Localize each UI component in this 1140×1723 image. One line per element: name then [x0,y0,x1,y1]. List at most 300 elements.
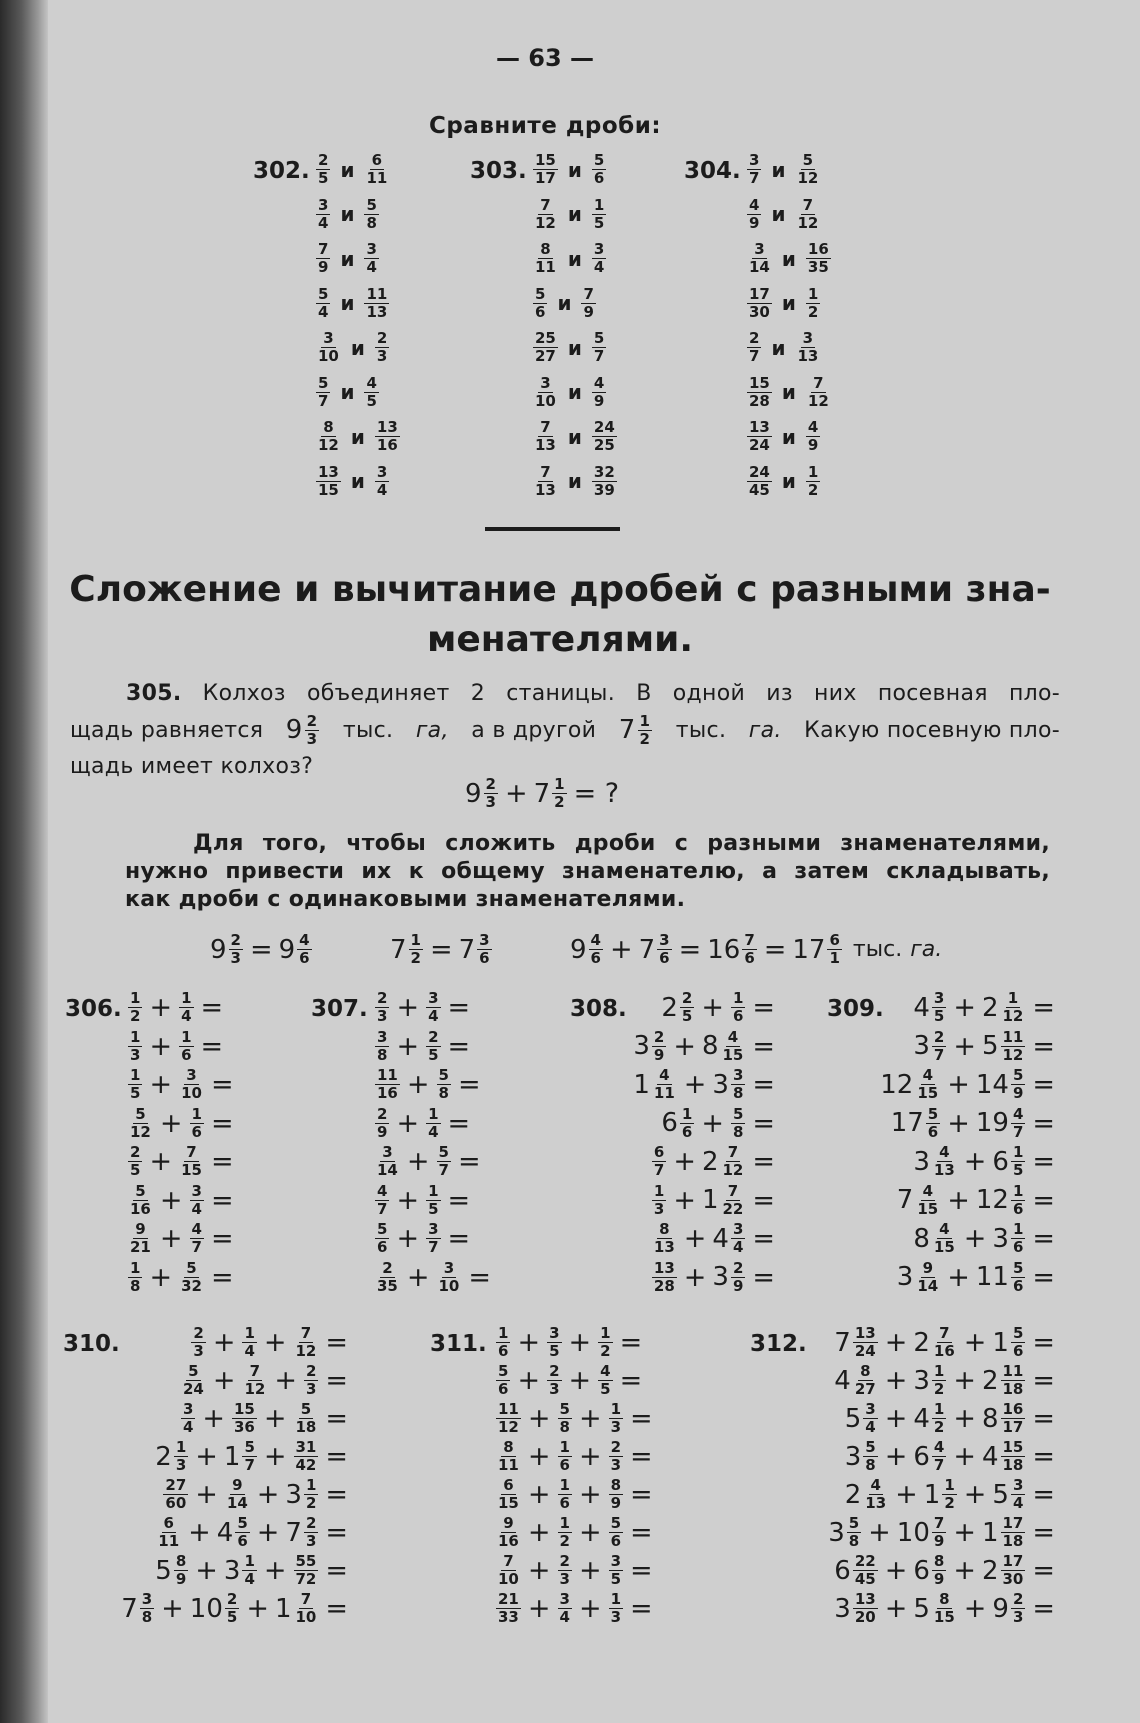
numerator: 1 [410,931,421,949]
plus-sign: + [947,1107,970,1139]
mixed-number [436,1067,452,1102]
numerator: 1 [130,1027,141,1046]
denominator: 8 [732,1084,744,1102]
mixed-number [619,713,654,748]
equals-sign: = [630,1555,653,1586]
mixed-number [702,1183,746,1218]
denominator: 3 [549,1380,560,1398]
numerator: 7 [939,1324,950,1342]
compare-row [532,197,607,232]
numerator: 3 [479,931,490,949]
fraction [190,1106,204,1141]
mixed-number [702,1144,746,1179]
numerator: 13 [376,418,398,436]
mixed-number [834,1363,878,1398]
compare-row [746,286,821,321]
mixed-number [127,1260,143,1295]
fraction [179,1029,193,1064]
denominator: 8 [377,1045,388,1064]
fraction [128,1067,142,1102]
fraction [1011,1260,1025,1295]
denominator: 5 [428,1045,439,1064]
numerator: 27 [165,1476,187,1494]
fraction [932,990,946,1025]
plus-sign: + [884,1555,908,1586]
numerator: 3 [428,989,439,1007]
fraction [426,1106,440,1141]
denominator: 4 [559,1608,570,1626]
numerator: 2 [130,1143,141,1161]
numerator: 5 [377,1220,388,1238]
fraction [533,375,558,410]
numerator: 4 [590,931,601,949]
expression-row [800,1325,1055,1360]
numerator: 2 [382,1258,393,1277]
compare-row [315,330,390,365]
denominator: 7 [428,1238,439,1256]
fraction [915,1260,940,1295]
denominator: 7 [749,169,760,187]
fraction [592,152,606,187]
numerator: 3 [754,240,765,258]
fraction [638,713,653,748]
fraction [533,419,558,454]
mixed-number [712,1067,746,1102]
denominator: 20 [854,1608,876,1626]
denominator: 7 [318,391,329,410]
expression-row [127,1221,234,1256]
denominator: 18 [1002,1380,1024,1398]
fraction [242,1325,256,1360]
compare-row [746,464,821,499]
denominator: 12 [498,1418,519,1436]
equals-question: = ? [573,778,620,809]
denominator: 6 [1012,1238,1024,1256]
expression-row [374,1106,470,1141]
word-and: и [350,424,365,449]
denominator: 35 [377,1276,398,1295]
fraction [932,1325,957,1360]
numerator: 5 [865,1438,876,1456]
denominator: 10 [438,1276,460,1295]
mixed-number [190,1325,206,1360]
numerator: 1 [559,1514,570,1532]
mixed-number [992,1477,1026,1512]
mixed-number [425,990,441,1025]
whole-part: 16 [707,934,741,965]
equals-sign: = [325,1365,348,1396]
numerator: 8 [939,1590,950,1608]
numerator: 15 [749,373,770,392]
denominator: 3 [653,1199,665,1218]
fraction [533,241,558,276]
equals-sign: = [1032,1327,1055,1358]
numerator: 4 [922,1181,933,1200]
mixed-number [702,1029,746,1064]
expression-row [800,1439,1055,1474]
mixed-number [834,1553,878,1588]
mixed-number [792,932,843,967]
plus-sign: + [396,1223,420,1254]
plus-sign: + [578,1403,602,1434]
text-segment: Какую посевную пло- [804,717,1060,743]
numerator: 5 [593,329,605,347]
mixed-number [374,1183,390,1218]
denominator: 5 [318,169,329,187]
mixed-number [374,1106,390,1141]
denominator: 12 [797,169,819,187]
denominator: 3 [376,347,388,365]
plus-sign: + [527,1441,551,1472]
denominator: 16 [933,1342,955,1360]
numerator: 5 [438,1066,449,1084]
numerator: 3 [428,1220,439,1238]
fraction [747,330,761,365]
numerator: 4 [807,418,819,436]
fraction [375,1106,389,1141]
fraction [174,1553,188,1588]
fraction [598,1325,612,1360]
whole-part: 9 [278,934,296,965]
numerator: 15 [1002,1438,1024,1456]
whole-part: 3 [992,1223,1009,1254]
plus-sign: + [963,1327,987,1358]
denominator: 36 [234,1418,255,1436]
mixed-number [976,1260,1027,1295]
equals-sign: = [1032,1146,1055,1177]
whole-part: 3 [633,1031,650,1061]
numerator: 3 [933,989,945,1007]
numerator: 4 [366,373,377,392]
whole-part: 2 [981,992,999,1023]
fraction [364,152,389,187]
denominator: 6 [593,169,605,187]
mixed-number [597,1363,613,1398]
fraction [592,241,606,276]
numerator: 1 [130,989,141,1007]
text-segment: тыс. [675,717,727,743]
numerator: 1 [130,1258,141,1277]
mixed-number [495,1591,522,1626]
numerator: 4 [377,1181,388,1200]
numerator: 7 [503,1552,514,1570]
whole-part: 8 [913,1223,930,1254]
whole-part: 5 [992,1479,1009,1510]
denominator: 8 [130,1276,141,1295]
numerator: 16 [807,240,829,258]
plus-sign: + [884,1327,908,1358]
mixed-number [608,1439,624,1474]
fraction [190,1183,204,1218]
equals-sign: = [1032,1069,1055,1100]
denominator: 7 [933,1045,945,1064]
mixed-number [495,1401,522,1436]
fraction [128,1029,142,1064]
denominator: 9 [583,302,594,321]
fraction [191,1325,205,1360]
fraction [375,464,389,499]
denominator: 12 [318,436,339,454]
equals-sign: = [1032,992,1055,1023]
fraction [375,1183,389,1218]
numerator: 17 [1002,1514,1024,1532]
mixed-number [425,1221,441,1256]
denominator: 5 [1012,1161,1024,1179]
denominator: 21 [130,1238,151,1256]
equals-sign: = [210,1223,234,1254]
fraction [652,1144,666,1179]
fraction [1001,1515,1026,1550]
denominator: 3 [610,1456,621,1474]
problem-305-line-2 [70,711,1060,749]
mixed-number [608,1553,624,1588]
expression-row [495,1401,653,1436]
numerator: 2 [376,329,388,347]
mixed-number [633,1067,677,1102]
word-and: и [567,246,582,271]
denominator: 9 [593,391,605,410]
expression-row [100,1363,348,1398]
numerator: 25 [535,329,556,347]
exercise-label: 309. [827,996,884,1022]
denominator: 10 [295,1608,317,1626]
whole-part: 7 [121,1593,138,1624]
denominator: 9 [175,1570,187,1588]
denominator: 13 [865,1494,887,1512]
plus-sign: + [212,1365,236,1396]
numerator: 3 [376,462,388,481]
expression-row [495,1515,653,1550]
equals-sign: = [752,1261,775,1293]
denominator: 4 [593,258,605,276]
denominator: 4 [366,258,377,276]
numerator: 11 [1002,1362,1024,1380]
whole-part: 9 [465,778,482,809]
numerator: 1 [554,775,565,793]
equals-sign: = [1032,1517,1055,1548]
plus-sign: + [947,1261,970,1293]
plus-sign: + [895,1479,918,1510]
plus-sign: + [263,1441,287,1472]
denominator: 12 [1002,1007,1024,1025]
mixed-number [241,1363,268,1398]
whole-part: 12 [880,1069,914,1100]
expression-row [600,1183,775,1218]
denominator: 5 [933,1007,945,1025]
denominator: 16 [377,1084,398,1102]
fraction [558,1591,572,1626]
whole-part: 7 [458,934,476,965]
whole-part: 6 [661,1108,678,1138]
compare-row [315,419,401,454]
expression-row [127,1106,234,1141]
fraction [496,1591,521,1626]
unit-hectare: га. [910,937,943,962]
numerator: 2 [933,1027,945,1046]
fraction [316,375,330,410]
fraction [853,1591,878,1626]
expression-row [800,1553,1055,1588]
numerator: 32 [593,462,615,481]
fraction [609,1591,623,1626]
equals-sign: = [1032,1479,1055,1510]
mixed-number [224,1439,258,1474]
numerator: 7 [318,240,329,258]
denominator: 13 [535,436,556,454]
denominator: 4 [244,1570,255,1588]
fraction [827,932,841,967]
denominator: 8 [366,213,377,232]
denominator: 24 [182,1380,204,1398]
numerator: 4 [933,1438,945,1456]
plus-sign: + [263,1403,287,1434]
denominator: 12 [797,213,819,232]
numerator: 2 [306,711,318,730]
mixed-number [730,990,746,1025]
whole-part: 1 [981,1517,999,1548]
fraction [795,330,820,365]
whole-part: 3 [285,1479,302,1510]
mixed-number [880,1067,941,1102]
numerator: 17 [1002,1552,1024,1570]
numerator: 3 [377,1027,388,1046]
equals-sign: = [1032,1261,1055,1293]
word-and: и [340,202,355,226]
equals-sign: = [468,1261,491,1293]
fraction [140,1591,154,1626]
fraction [128,990,142,1025]
denominator: 15 [917,1084,939,1102]
plus-sign: + [701,1107,724,1139]
fraction [589,932,603,967]
numerator: 9 [232,1476,243,1494]
fraction [235,1515,249,1550]
numerator: 8 [610,1476,621,1494]
equals-sign: = [447,1107,471,1139]
denominator: 15 [318,480,339,499]
numerator: 1 [600,1324,611,1342]
denominator: 33 [498,1608,519,1626]
plus-sign: + [683,1223,707,1254]
fraction [609,1477,623,1512]
equals-sign: = [630,1441,653,1472]
exercise-label: 302. [253,158,310,184]
mixed-number [178,1144,205,1179]
denominator: 6 [681,1122,693,1141]
denominator: 30 [1002,1570,1024,1588]
denominator: 60 [165,1494,187,1512]
numerator: 3 [141,1590,153,1608]
fraction [609,1553,623,1588]
denominator: 30 [749,302,770,321]
denominator: 7 [749,347,760,365]
denominator: 10 [318,347,339,365]
mixed-number [285,1477,319,1512]
fraction [316,152,330,187]
denominator: 13 [653,1238,675,1256]
numerator: 11 [498,1400,519,1418]
denominator: 4 [428,1007,439,1025]
mixed-number [913,1363,947,1398]
whole-part: 4 [981,1441,999,1472]
numerator: 5 [300,1400,312,1418]
denominator: 5 [600,1380,611,1398]
numerator: 7 [300,1324,312,1342]
whole-part: 1 [223,1441,241,1472]
numerator: 1 [305,1476,317,1494]
mixed-number [976,1183,1027,1218]
mixed-number [651,1144,667,1179]
mixed-number [293,1401,320,1436]
denominator: 2 [600,1342,611,1360]
mixed-number [495,1439,522,1474]
plus-sign: + [568,1365,592,1396]
plus-sign: + [149,1261,173,1293]
text-segment: а в другой [471,717,597,743]
denominator: 6 [927,1122,939,1141]
compare-row [315,464,390,499]
denominator: 28 [653,1276,675,1295]
numerator: 2 [1012,1590,1024,1608]
fraction [242,1439,256,1474]
plus-sign: + [868,1517,891,1548]
denominator: 12 [130,1122,151,1141]
numerator: 3 [1012,1476,1024,1494]
fraction [375,330,389,365]
fraction [932,1029,946,1064]
plus-sign: + [953,992,976,1023]
word-and: и [350,335,365,360]
denominator: 5 [593,213,605,232]
expression-row [100,1439,348,1474]
mixed-number [730,1106,746,1141]
fraction [426,990,440,1025]
mixed-number [127,1106,154,1141]
numerator: 5 [802,151,814,169]
mixed-number [546,1325,562,1360]
equals-sign: = [210,1184,234,1216]
numerator: 5 [498,1362,509,1380]
plus-sign: + [683,1069,707,1100]
denominator: 27 [535,347,556,365]
mixed-number [285,1515,319,1550]
numerator: 5 [318,284,329,303]
fraction [409,932,423,967]
denominator: 16 [376,436,398,454]
mixed-number [608,1591,624,1626]
denominator: 15 [722,1045,744,1064]
denominator: 4 [191,1199,202,1218]
expression-row [800,1477,1055,1512]
mixed-number [924,1477,958,1512]
whole-part: 3 [913,1146,930,1177]
mixed-number [390,932,424,967]
whole-part: 4 [913,992,930,1023]
numerator: 5 [366,195,377,214]
fraction [609,1515,623,1550]
numerator: 7 [583,284,594,303]
mixed-number [661,1106,695,1141]
numerator: 1 [1012,1181,1024,1200]
fraction [533,330,558,365]
fraction [558,1515,572,1550]
mixed-number [127,1067,143,1102]
plus-sign: + [212,1327,236,1358]
denominator: 5 [428,1199,439,1218]
fraction [552,776,566,811]
denominator: 17 [535,169,556,187]
fraction [163,1477,188,1512]
